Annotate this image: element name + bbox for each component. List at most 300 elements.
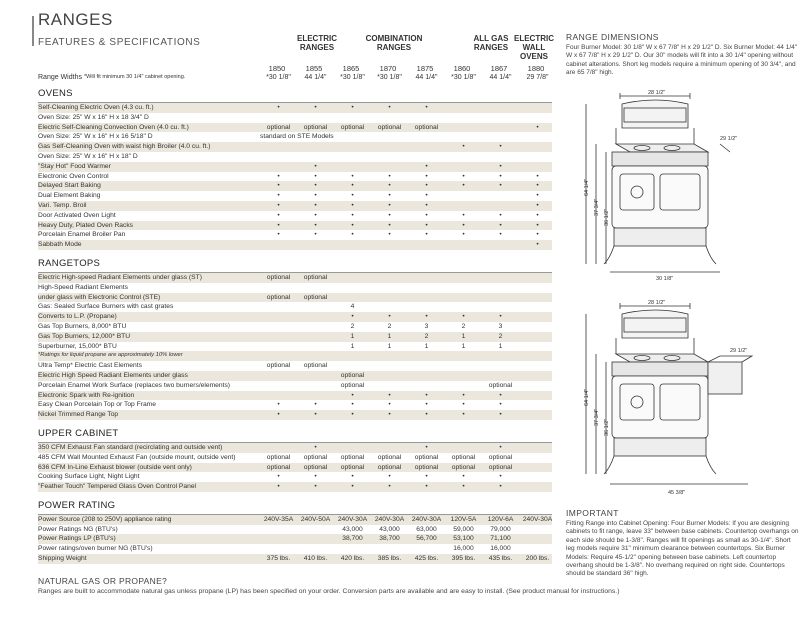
group-header-line: RANGES (299, 43, 335, 52)
spec-row-label: Vari. Temp. Broil (38, 201, 87, 209)
spec-row (38, 482, 552, 492)
spec-row (38, 312, 552, 322)
spec-cell: optional (266, 463, 291, 471)
spec-cell: • (425, 192, 428, 200)
page-title: RANGES (38, 10, 113, 29)
important-text: Fitting Range into Cabinet Opening: Four Burner Models: If you are designing cabinets to fit range, leave 33" between base cabinets. Countertop overhangs on each side should be 1-3/8". Ranges will fit openings as small as 30-1/4". Short leg models require 31" minimum clearance between countertops. Six Burner Models: Require 45-1/2" opening between base cabinets. Left countertop overhang should be 1-3/8". No overhang required on right side. Countertops should be standard 36" high. (566, 520, 799, 578)
spec-cell: • (536, 211, 539, 219)
spec-cell: • (351, 211, 354, 219)
important-title: IMPORTANT (566, 508, 619, 518)
spec-cell: optional (340, 453, 365, 461)
spec-cell: • (536, 123, 539, 131)
spec-cell: 4 (350, 303, 355, 311)
spec-row-label: Electric High Speed Radiant Elements under glass (38, 371, 188, 379)
spec-cell: • (277, 172, 280, 180)
spec-cell: • (388, 104, 391, 111)
spec-cell: 240V-30A (374, 515, 405, 523)
spec-cell: • (351, 192, 354, 200)
spec-cell: • (499, 473, 502, 481)
range-width-value: 29 7/8" (526, 74, 549, 81)
spec-cell: • (499, 483, 502, 491)
group-header-line: RANGES (376, 43, 412, 52)
spec-row-label: Shipping Weight (38, 555, 87, 563)
spec-cell: 120V-5A (450, 515, 477, 523)
diagram1-top-dim: 28 1/2" (648, 90, 666, 96)
spec-cell: • (425, 411, 428, 419)
spec-cell: 435 lbs. (488, 555, 513, 563)
spec-cell: • (314, 483, 317, 491)
spec-cell: optional (414, 123, 439, 131)
spec-row-label: Cooking Surface Light, Night Light (38, 473, 140, 481)
spec-cell: • (277, 182, 280, 190)
spec-cell: • (277, 483, 280, 491)
spec-row-label: Electronic Oven Control (38, 172, 109, 180)
spec-cell: • (462, 211, 465, 219)
spec-row-label: under glass with Electronic Control (STE) (38, 293, 161, 301)
spec-cell: • (462, 401, 465, 409)
range-widths-row (38, 70, 552, 86)
spec-cell: • (388, 172, 391, 180)
spec-cell: optional (266, 293, 291, 301)
spec-cell: 1 (350, 342, 355, 350)
spec-row-label: Power Source (208 to 250V) appliance rating (38, 515, 172, 523)
spec-cell: 1 (461, 342, 466, 350)
spec-row-label: Sabbath Mode (38, 241, 82, 249)
spec-cell: 375 lbs. (266, 555, 291, 563)
spec-cell: 395 lbs. (451, 555, 476, 563)
spec-row-label: 350 CFM Exhaust Fan standard (recirclating and outside vent) (38, 443, 223, 451)
diagram1-depth-dim: 29 1/2" (720, 136, 738, 142)
spec-cell: • (277, 201, 280, 209)
group-header-line: WALL (522, 43, 546, 52)
spec-row (38, 391, 552, 401)
spec-row (38, 443, 552, 453)
spec-cell: 38,700 (379, 535, 400, 543)
spec-row-label: Electric Self-Cleaning Convection Oven (4.0 cu. ft.) (38, 123, 189, 131)
group-header-line: ALL GAS (473, 34, 509, 43)
spec-cell: optional (451, 453, 476, 461)
spec-cell: 1 (387, 342, 392, 350)
spec-row-label: Nickel Trimmed Range Top (38, 411, 119, 419)
spec-cell: 420 lbs. (340, 555, 365, 563)
range-width-value: 44 1/4" (415, 74, 438, 81)
model-number: 1865 (342, 64, 360, 73)
spec-cell: 59,000 (453, 525, 474, 533)
spec-cell: optional (266, 123, 291, 131)
spec-cell: • (351, 221, 354, 229)
spec-cell: • (536, 182, 539, 190)
spec-cell: • (388, 483, 391, 491)
spec-cell: 2 (461, 322, 466, 330)
spec-cell: • (536, 201, 539, 209)
model-number: 1880 (527, 64, 545, 73)
spec-cell: 43,000 (379, 525, 400, 533)
spec-row (38, 453, 552, 463)
spec-row-label: Gas Top Burners, 12,000* BTU (38, 332, 131, 340)
spec-row-label: Electronic Spark with Re-ignition (38, 391, 135, 399)
spec-cell: • (314, 401, 317, 409)
spec-cell: 3 (424, 322, 429, 330)
spec-cell: • (499, 143, 502, 151)
spec-cell: • (462, 182, 465, 190)
spec-row (38, 191, 552, 201)
spec-cell: • (277, 221, 280, 229)
spec-cell: • (351, 201, 354, 209)
spec-cell: • (462, 143, 465, 151)
section-heading: POWER RATING (38, 500, 552, 515)
natural-gas-text: Ranges are built to accommodate natural gas unless propane (LP) has been specified on your order. Conversion parts are available and are easy to install. (See product manual for instructions.) (38, 588, 620, 595)
page-subtitle: FEATURES & SPECIFICATIONS (38, 37, 201, 48)
spec-cell: • (462, 473, 465, 481)
group-header-line: ELECTRIC (297, 34, 337, 43)
spec-cell: • (425, 162, 428, 170)
group-header (352, 34, 436, 52)
group-header-line: OVENS (519, 52, 548, 61)
spec-cell: 56,700 (416, 535, 437, 543)
spec-row (38, 293, 552, 303)
spec-cell: • (314, 231, 317, 239)
spec-cell: optional (303, 362, 328, 370)
spec-row-label: Gas Self-Cleaning Oven with waist high Broiler (4.0 cu. ft.) (38, 143, 211, 151)
spec-cell: • (388, 231, 391, 239)
spec-cell: • (314, 443, 317, 451)
spec-cell: 240V-30A (411, 515, 442, 523)
spec-cell: • (499, 221, 502, 229)
spec-cell: optional (414, 463, 439, 471)
spec-cell: • (536, 192, 539, 200)
spec-cell: • (277, 211, 280, 219)
spec-row-label: "Feather Touch" Tempered Glass Oven Control Panel (38, 483, 197, 491)
model-number: 1875 (416, 64, 434, 73)
spec-row (38, 322, 552, 332)
spec-cell: 71,100 (490, 535, 511, 543)
spec-row-label: Ultra Temp* Electric Cast Elements (38, 362, 142, 370)
dimensions-title: RANGE DIMENSIONS (566, 32, 659, 42)
spec-cell: • (388, 313, 391, 321)
spec-cell: • (536, 241, 539, 249)
spec-cell: • (314, 473, 317, 481)
spec-row (38, 113, 552, 123)
spec-row-label: Oven Size: 25" W x 16" H x 18" D (38, 152, 138, 160)
spec-cell: • (277, 401, 280, 409)
spec-cell: optional (266, 362, 291, 370)
diagram1-height-dim: 64 1/4" (584, 178, 590, 196)
spec-cell: 1 (461, 332, 466, 340)
range-widths-note: *Will fit minimum 30 1/4" cabinet opening. (84, 74, 186, 80)
spec-cell: • (277, 411, 280, 419)
group-header-line: ELECTRIC (514, 34, 554, 43)
spec-row-label: Electric High-speed Radiant Elements under glass (ST) (38, 273, 202, 281)
spec-row-label: Power Ratings LP (BTU's) (38, 535, 116, 543)
model-number: 1860 (453, 64, 471, 73)
spec-cell: • (425, 401, 428, 409)
spec-cell: • (425, 172, 428, 180)
spec-cell: optional (303, 463, 328, 471)
spec-cell: 1 (350, 332, 355, 340)
diagram2-low-dim: 36 1/2" (604, 418, 610, 436)
spec-cell: • (425, 182, 428, 190)
spec-row-label: Power Ratings NG (BTU's) (38, 525, 118, 533)
spec-row-label: High-Speed Radiant Elements (38, 283, 128, 291)
spec-cell: • (425, 313, 428, 321)
spec-row (38, 283, 552, 293)
spec-row (38, 361, 552, 371)
spec-row (38, 221, 552, 231)
spec-cell: • (425, 473, 428, 481)
spec-cell: • (388, 182, 391, 190)
spec-row (38, 211, 552, 221)
section-heading: RANGETOPS (38, 258, 552, 273)
spec-row-label: Gas Top Burners, 8,000* BTU (38, 322, 127, 330)
spec-row-label: Delayed Start Baking (38, 182, 101, 190)
diagram1-mid-dim: 37 3/4" (594, 198, 600, 216)
spec-cell: 79,000 (490, 525, 511, 533)
diagram1-width-dim: 30 1/8" (656, 276, 674, 282)
spec-cell: optional (488, 453, 513, 461)
spec-cell: • (351, 313, 354, 321)
natural-gas-title: NATURAL GAS OR PROPANE? (38, 576, 168, 586)
range-width-value: 44 1/4" (304, 74, 327, 81)
spec-cell: optional (451, 463, 476, 471)
spec-row (38, 400, 552, 410)
spec-cell: • (425, 211, 428, 219)
spec-row-label: 636 CFM In-Line Exhaust blower (outside vent only) (38, 463, 192, 471)
spec-row (38, 240, 552, 250)
spec-row (38, 463, 552, 473)
spec-cell: • (388, 192, 391, 200)
spec-row (38, 142, 552, 152)
spec-cell: • (499, 182, 502, 190)
spec-cell: 38,700 (342, 535, 363, 543)
spec-cell: • (425, 104, 428, 111)
spec-row (38, 342, 552, 352)
spec-row-label: Converts to L.P. (Propane) (38, 313, 117, 321)
spec-cell: • (462, 172, 465, 180)
spec-cell: 1 (498, 342, 503, 350)
range-diagram-four-burner (580, 88, 760, 288)
spec-cell: • (388, 221, 391, 229)
spec-row-label: 485 CFM Wall Mounted Exhaust Fan (outside mount, outside vent) (38, 453, 236, 461)
spec-cell: 63,000 (416, 525, 437, 533)
spec-row (38, 103, 552, 113)
spec-cell: • (277, 192, 280, 200)
spec-cell: • (314, 411, 317, 419)
range-width-value: *30 1/8" (451, 74, 476, 81)
spec-row-label: Dual Element Baking (38, 192, 101, 200)
spec-cell: 120V-6A (487, 515, 514, 523)
spec-cell: • (388, 211, 391, 219)
spec-cell: • (462, 483, 465, 491)
range-width-value: *30 1/8" (266, 74, 291, 81)
spec-cell: optional (266, 273, 291, 281)
spec-cell: 200 lbs. (525, 555, 550, 563)
spec-cell: 1 (424, 342, 429, 350)
spec-row (38, 302, 552, 312)
spec-cell: • (462, 231, 465, 239)
spec-cell: 2 (387, 322, 392, 330)
spec-row-label: Power ratings/oven burner NG (BTU's) (38, 545, 153, 553)
spec-row (38, 544, 552, 554)
spec-cell: 53,100 (453, 535, 474, 543)
spec-cell: • (314, 201, 317, 209)
spec-cell: • (277, 104, 280, 111)
spec-cell: • (388, 201, 391, 209)
spec-cell: • (425, 231, 428, 239)
spec-cell: • (462, 313, 465, 321)
spec-cell: • (351, 401, 354, 409)
spec-cell: • (462, 411, 465, 419)
spec-cell: optional (266, 453, 291, 461)
spec-cell: optional (377, 123, 402, 131)
spec-cell: optional (340, 371, 365, 379)
spec-row-label: Oven Size: 25" W x 16" H x 18 3/4" D (38, 113, 149, 121)
spec-row-label: Porcelain Enamel Work Surface (replaces two burners/elements) (38, 381, 231, 389)
spec-cell: • (425, 391, 428, 399)
spec-row-label: Oven Size: 25" W x 16" H x 16 5/18" D (38, 133, 153, 141)
title-bar (32, 16, 34, 46)
model-number: 1855 (305, 64, 323, 73)
spec-cell: • (536, 231, 539, 239)
spec-cell: • (351, 473, 354, 481)
spec-cell: • (314, 182, 317, 190)
model-number: 1850 (268, 64, 286, 73)
spec-row (38, 201, 552, 211)
diagram2-top-dim: 28 1/2" (648, 300, 666, 306)
spec-cell: • (277, 231, 280, 239)
spec-cell: 385 lbs. (377, 555, 402, 563)
spec-cell: 3 (498, 322, 503, 330)
spec-cell: • (314, 162, 317, 170)
spec-row-label: Porcelain Enamel Broiler Pan (38, 231, 126, 239)
spec-cell: • (462, 221, 465, 229)
range-width-value: *30 1/8" (377, 74, 402, 81)
spec-cell: optional (377, 453, 402, 461)
spec-row (38, 534, 552, 544)
spec-cell: • (499, 411, 502, 419)
spec-cell: • (351, 231, 354, 239)
spec-cell: 240V-35A (263, 515, 294, 523)
spec-cell: • (425, 483, 428, 491)
spec-cell: • (351, 172, 354, 180)
spec-cell: 2 (498, 332, 503, 340)
spec-cell: 410 lbs. (303, 555, 328, 563)
spec-cell: 43,000 (342, 525, 363, 533)
group-header-line: RANGES (473, 43, 509, 52)
spec-cell: • (425, 201, 428, 209)
spec-row (38, 152, 552, 162)
diagram2-mid-dim: 37 3/4" (594, 408, 600, 426)
spec-row (38, 525, 552, 535)
spec-row (38, 132, 552, 142)
spec-row (38, 172, 552, 182)
spec-cell: • (388, 411, 391, 419)
spec-row-label: Superburner, 15,000* BTU (38, 342, 117, 350)
spec-cell: optional (340, 381, 365, 389)
spec-cell: • (536, 221, 539, 229)
spec-cell: • (314, 211, 317, 219)
spec-cell: • (425, 221, 428, 229)
range-diagram-six-burner (580, 298, 770, 503)
spec-cell: • (351, 411, 354, 419)
group-header (282, 34, 352, 52)
diagram2-depth-dim: 29 1/2" (730, 348, 748, 354)
spec-row (38, 181, 552, 191)
spec-cell: • (314, 172, 317, 180)
model-number: 1870 (379, 64, 397, 73)
spec-row-label: "Stay Hot" Food Warmer (38, 162, 111, 170)
spec-cell: 240V-30A (522, 515, 553, 523)
spec-cell: • (351, 104, 354, 111)
range-widths-label: Range Widths (38, 74, 82, 81)
spec-row-label: *Ratings for liquid propane are approximately 10% lower (38, 352, 183, 359)
spec-cell: optional (303, 273, 328, 281)
section-heading: OVENS (38, 88, 552, 103)
spec-cell: • (499, 211, 502, 219)
spec-cell: standard on STE Models (260, 133, 334, 141)
spec-row (38, 332, 552, 342)
spec-cell: optional (340, 123, 365, 131)
diagram1-low-dim: 36 1/2" (604, 208, 610, 226)
spec-cell: 425 lbs. (414, 555, 439, 563)
spec-cell: • (462, 391, 465, 399)
diagram2-height-dim: 64 1/4" (584, 388, 590, 406)
group-header (512, 34, 556, 61)
spec-cell: optional (303, 123, 328, 131)
spec-cell: optional (303, 453, 328, 461)
spec-cell: 16,000 (453, 545, 474, 553)
spec-cell: • (351, 182, 354, 190)
spec-row (38, 123, 552, 133)
spec-cell: • (499, 162, 502, 170)
spec-cell: 2 (424, 332, 429, 340)
spec-cell: • (351, 483, 354, 491)
spec-cell: • (536, 172, 539, 180)
spec-cell: • (499, 172, 502, 180)
spec-cell: • (314, 104, 317, 111)
spec-cell: 240V-50A (300, 515, 331, 523)
spec-row-label: Door Activated Oven Light (38, 211, 116, 219)
dimensions-text: Four Burner Model: 30 1/8" W x 67 7/8" H x 29 1/2" D. Six Burner Model: 44 1/4" W x 67 7/8" H x 29 1/2" D. Our 30" models will fit into a 30 1/4" opening without cabinet alterations. Short leg models require a minimum opening of 30 3/4", and are 65 7/8" high. (566, 44, 798, 77)
spec-cell: • (499, 313, 502, 321)
group-header-line: COMBINATION (365, 34, 423, 43)
spec-cell: • (277, 473, 280, 481)
spec-row-label: Gas: Sealed Surface Burners with cast grates (38, 303, 174, 311)
spec-cell: • (314, 221, 317, 229)
spec-cell: • (499, 443, 502, 451)
model-number: 1867 (490, 64, 508, 73)
spec-cell: optional (414, 453, 439, 461)
spec-cell: 240V-30A (337, 515, 368, 523)
spec-cell: optional (303, 293, 328, 301)
spec-row (38, 472, 552, 482)
spec-row-label: Self-Cleaning Electric Oven (4.3 cu. ft.) (38, 104, 154, 111)
spec-cell: • (351, 391, 354, 399)
spec-cell: optional (377, 463, 402, 471)
spec-cell: • (499, 231, 502, 239)
spec-cell: • (425, 443, 428, 451)
spec-row-label: Easy Clean Porcelain Top or Top Frame (38, 401, 156, 409)
spec-cell: • (388, 391, 391, 399)
spec-cell: optional (488, 381, 513, 389)
spec-row (38, 381, 552, 391)
spec-row (38, 410, 552, 420)
spec-row (38, 351, 552, 361)
spec-cell: 2 (350, 322, 355, 330)
spec-cell: 16,000 (490, 545, 511, 553)
spec-table (38, 70, 552, 564)
spec-cell: optional (340, 463, 365, 471)
spec-row (38, 371, 552, 381)
